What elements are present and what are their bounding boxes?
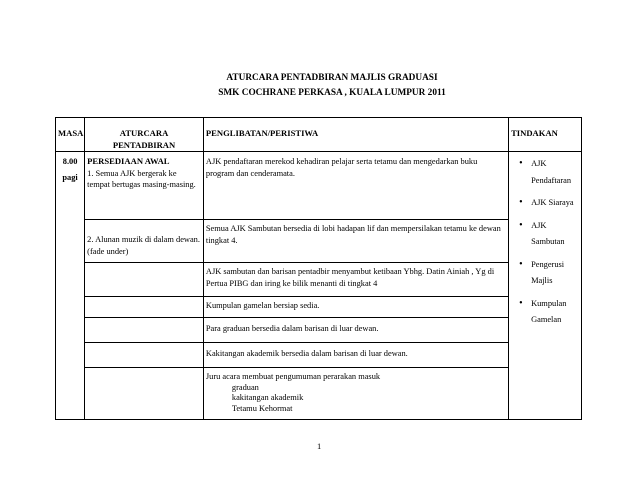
header-penglibatan: PENGLIBATAN/PERISTIWA (203, 118, 508, 152)
title-line-2: SMK COCHRANE PERKASA , KUALA LUMPUR 2011 (218, 88, 446, 98)
step-2-cell: 2. Alunan muzik di dalam dewan.(fade under) (85, 220, 204, 263)
empty-cell (85, 343, 204, 368)
table-row (56, 152, 582, 220)
table-row (56, 343, 582, 368)
time-cell: 8.00 pagi (56, 152, 85, 420)
step-1-text: 1. Semua AJK bergerak ke tempat bertugas masing-masing. (87, 168, 196, 189)
list-item: • AJK Pendaftaran (531, 156, 579, 189)
table-row (56, 263, 582, 297)
page-number: 1 (317, 441, 322, 451)
list-item: • Pengerusi Majlis (531, 257, 579, 290)
procession-item: Tetamu Kehormat (231, 403, 293, 413)
table-row (56, 220, 582, 263)
table-row (56, 368, 582, 420)
header-tindakan: TINDAKAN (509, 118, 582, 152)
announcement-text: Juru acara membuat pengumuman perarakan masuk (205, 372, 381, 381)
tindakan-cell (509, 152, 582, 420)
empty-cell (85, 297, 204, 318)
event-cell: AJK pendaftaran merekod kehadiran pelajar serta tetamu dan mengedarkan buku program dan cenderamata. (203, 152, 508, 220)
list-item: • AJK Siaraya (531, 195, 579, 212)
event-cell: Kumpulan gamelan bersiap sedia. (203, 297, 508, 318)
event-cell: Semua AJK Sambutan bersedia di lobi hadapan lif dan mempersilakan tetamu ke dewan tingkat 4. (203, 220, 508, 263)
table-row (56, 297, 582, 318)
empty-cell (85, 318, 204, 343)
event-cell: Kakitangan akademik bersedia dalam barisan di luar dewan. (203, 343, 508, 368)
empty-cell (85, 263, 204, 297)
section-title: PERSEDIAAN AWAL (87, 156, 170, 166)
title-line-1: ATURCARA PENTADBIRAN MAJLIS GRADUASI (226, 73, 438, 83)
program-table (55, 117, 582, 420)
page-title (212, 71, 452, 101)
header-masa: MASA (56, 118, 85, 152)
event-cell (203, 368, 508, 420)
procession-item: kakitangan akademik (231, 393, 304, 402)
event-cell: Para graduan bersedia dalam barisan di luar dewan. (203, 318, 508, 343)
event-cell: AJK sambutan dan barisan pentadbir menyambut ketibaan Ybhg. Datin Ainiah , Yg di Pertua PIBG dan iring ke bilik menanti di tingkat 4 (203, 263, 508, 297)
procession-item: graduan (231, 382, 259, 392)
header-aturcara: ATURCARA PENTADBIRAN (85, 118, 204, 152)
tindakan-list (511, 156, 579, 329)
table-row (56, 318, 582, 343)
header-row (56, 118, 582, 152)
empty-cell (85, 368, 204, 420)
step-1-cell (85, 152, 204, 220)
list-item: • AJK Sambutan (531, 218, 579, 251)
list-item: • Kumpulan Gamelan (531, 296, 579, 329)
